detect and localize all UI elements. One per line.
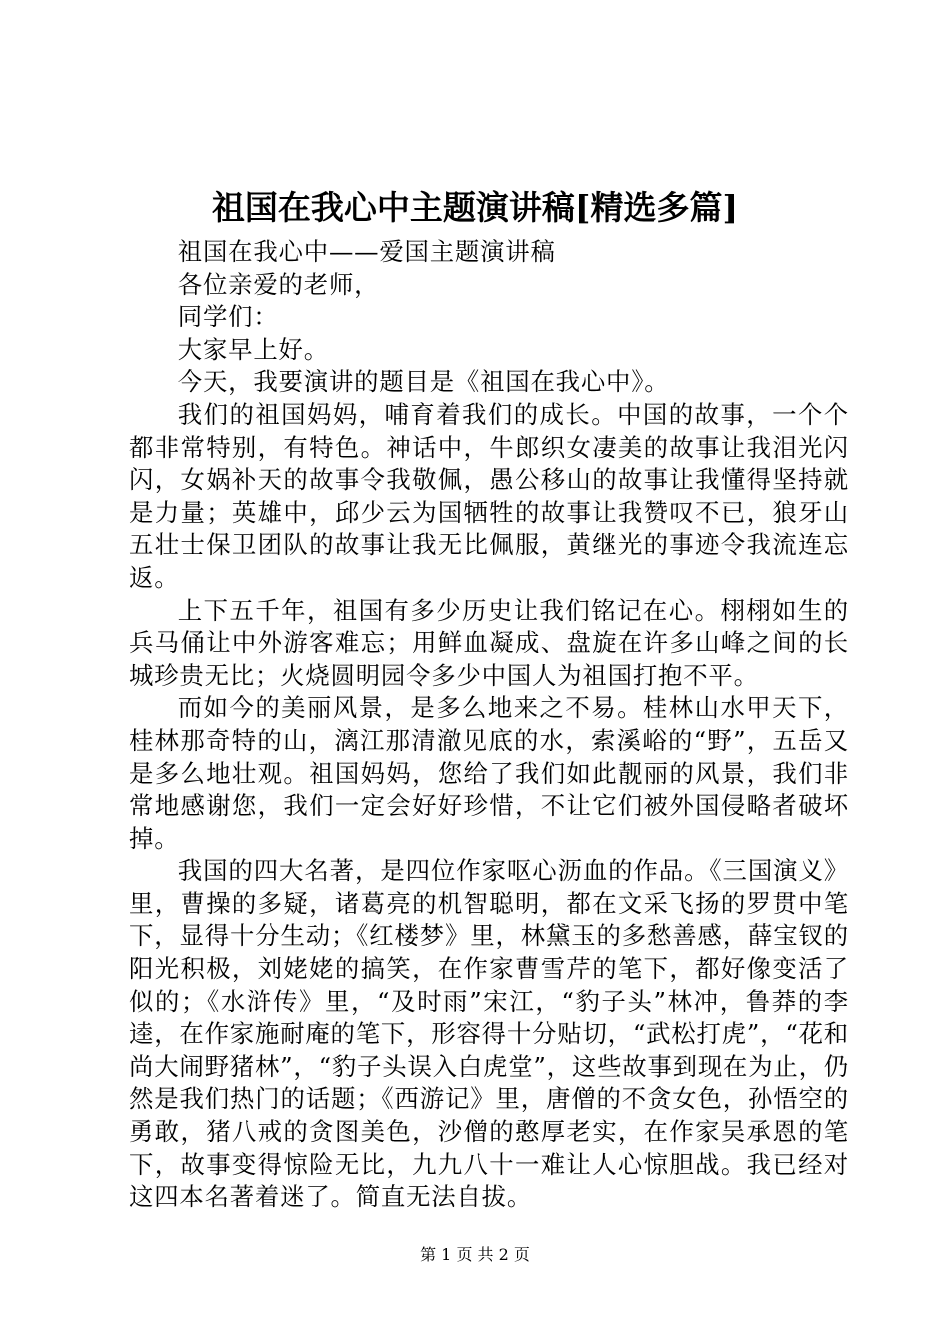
paragraph: 上下五千年，祖国有多少历史让我们铭记在心。栩栩如生的兵马俑让中外游客难忘；用鲜血凝成、盘旋在许多山峰之间的长城珍贵无比；火烧圆明园令多少中国人为祖国打抱不平。 xyxy=(129,595,849,690)
paragraph: 同学们： xyxy=(177,302,279,332)
paragraph: 我们的祖国妈妈，哺育着我们的成长。中国的故事，一个个都非常特别，有特色。神话中，牛郎织女凄美的故事让我泪光闪闪，女娲补天的故事令我敬佩，愚公移山的故事让我懂得坚持就是力量；英雄中，邱少云为国牺牲的故事让我赞叹不已，狼牙山五壮士保卫团队的故事让我无比佩服，黄继光的事迹令我流连忘返。 xyxy=(129,399,849,592)
paragraph: 今天，我要演讲的题目是《祖国在我心中》。 xyxy=(177,367,670,397)
document-body xyxy=(129,236,849,1214)
paragraph: 我国的四大名著，是四位作家呕心沥血的作品。《三国演义》里，曹操的多疑，诸葛亮的机智聪明，都在文采飞扬的罗贯中笔下，显得十分生动；《红楼梦》里，林黛玉的多愁善感，薛宝钗的阳光积极，刘姥姥的搞笑，在作家曹雪芹的笔下，都好像变活了似的；《水浒传》里，“及时雨”宋江，“豹子头”林冲，鲁莽的李逵，在作家施耐庵的笔下，形容得十分贴切，“武松打虎”，“花和尚大闹野猪林”，“豹子头误入白虎堂”，这些故事到现在为止，仍然是我们热门的话题；《西游记》里，唐僧的不贪女色，孙悟空的勇敢，猪八戒的贪图美色，沙僧的憨厚老实，在作家吴承恩的笔下，故事变得惊险无比，九九八十一难让人心惊胆战。我已经对这四本名著着迷了。简直无法自拔。 xyxy=(129,856,849,1212)
document-title: 祖国在我心中主题演讲稿[精选多篇] xyxy=(211,188,739,227)
paragraph: 大家早上好。 xyxy=(177,334,329,364)
paragraph: 而如今的美丽风景，是多么地来之不易。桂林山水甲天下，桂林那奇特的山，漓江那清澈见底的水，索溪峪的“野”，五岳又是多么地壮观。祖国妈妈，您给了我们如此靓丽的风景，我们非常地感谢您，我们一定会好好珍惜，不让它们被外国侵略者破坏掉。 xyxy=(129,693,849,853)
paragraph: 祖国在我心中——爱国主题演讲稿 xyxy=(177,237,556,266)
page-footer: 第 1 页 共 2 页 xyxy=(420,1245,530,1264)
paragraph: 各位亲爱的老师， xyxy=(177,269,380,299)
